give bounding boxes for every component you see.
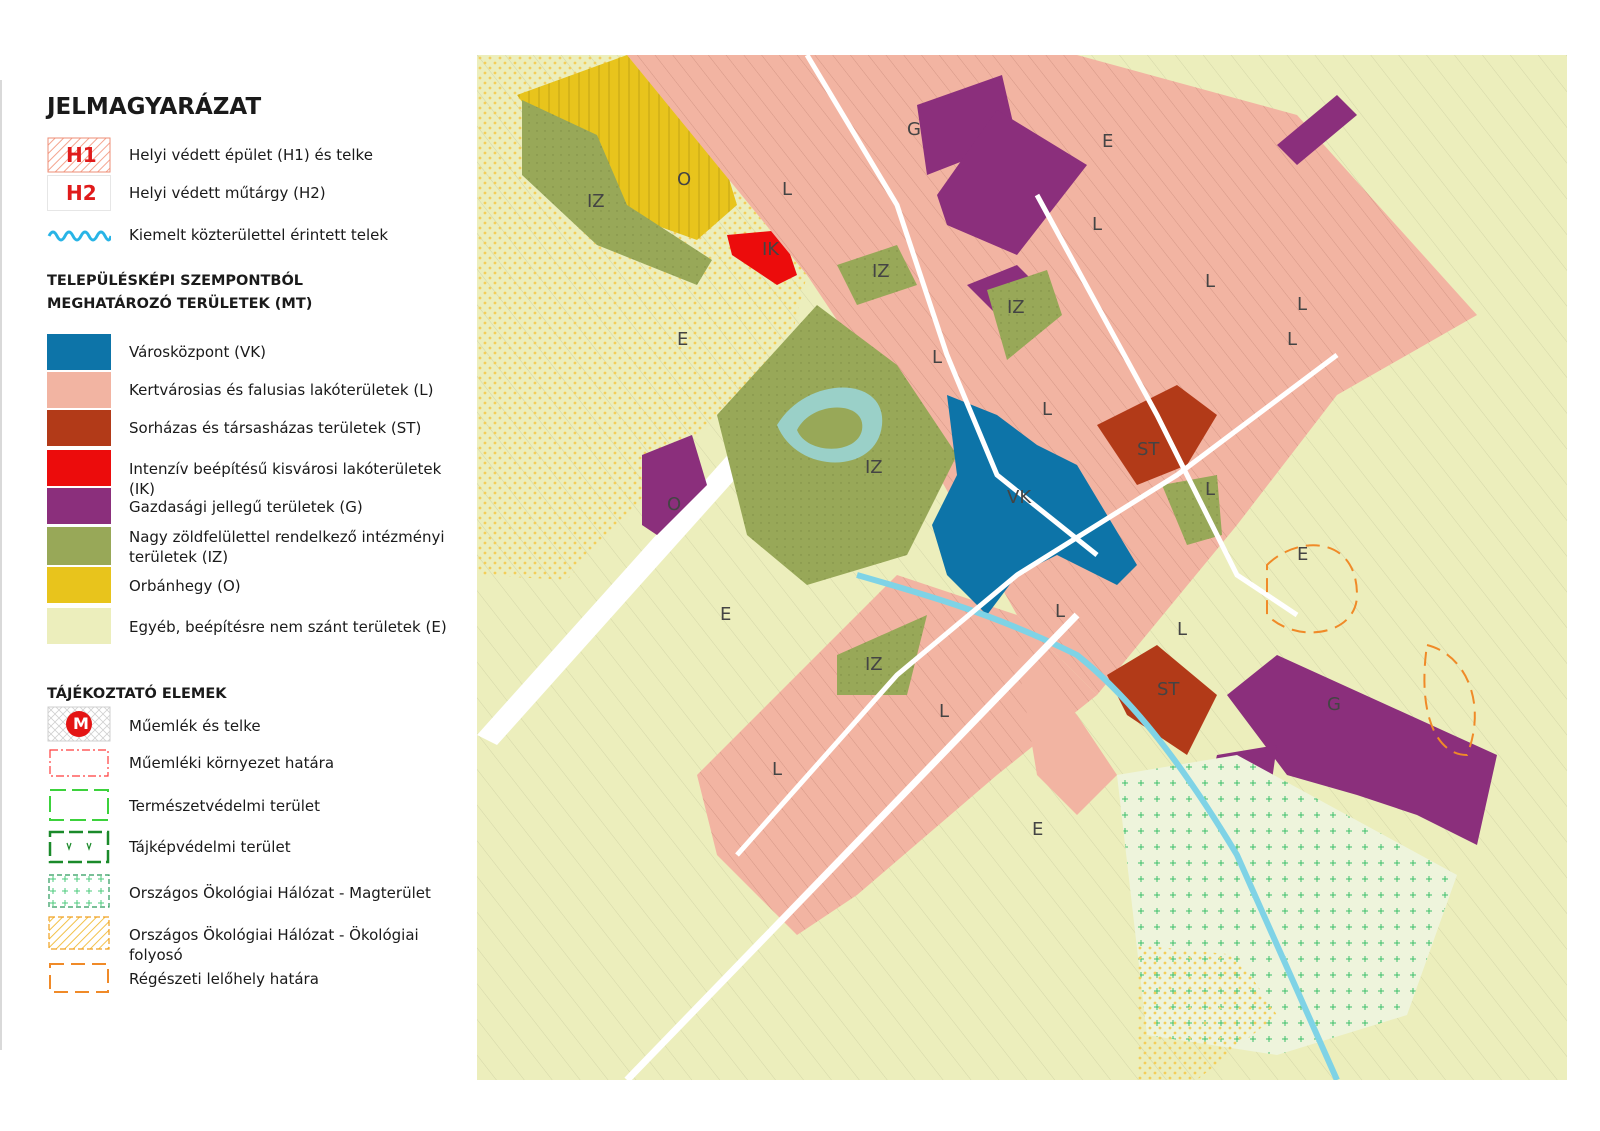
legend-border bbox=[0, 80, 2, 1050]
legend-item-l bbox=[47, 372, 467, 412]
legend-item-h2 bbox=[47, 175, 467, 215]
legend-item-muemleki-kornyezet bbox=[47, 745, 467, 785]
zone-label: VK bbox=[1007, 487, 1032, 508]
l-swatch bbox=[47, 372, 111, 408]
legend-item-h1 bbox=[47, 137, 467, 177]
zone-label: ST bbox=[1157, 679, 1180, 700]
vk-swatch bbox=[47, 334, 111, 370]
o-swatch bbox=[47, 567, 111, 603]
regeszeti-swatch bbox=[47, 960, 111, 996]
legend-label: Nagy zöldfelülettel rendelkező intézményi területek (IZ) bbox=[129, 528, 445, 566]
legend-label: Helyi védett épület (H1) és telke bbox=[129, 146, 373, 164]
muemleki-kornyezet-swatch bbox=[47, 745, 111, 781]
legend-label: Tájképvédelmi terület bbox=[129, 838, 291, 856]
legend-item-kiemelt bbox=[47, 216, 467, 256]
zone-label: L bbox=[1177, 619, 1188, 640]
zone-label: E bbox=[1102, 131, 1114, 152]
oh-magterulet-swatch bbox=[47, 873, 111, 909]
legend-panel bbox=[0, 0, 470, 1131]
ik-swatch bbox=[47, 450, 111, 486]
legend-item-oh-folyoso bbox=[47, 915, 467, 964]
legend-item-e bbox=[47, 608, 467, 648]
legend-item-muemlek bbox=[47, 706, 467, 746]
legend-label: Régészeti lelőhely határa bbox=[129, 970, 319, 988]
legend-label: Műemléki környezet határa bbox=[129, 754, 335, 772]
legend-label: Egyéb, beépítésre nem szánt területek (E) bbox=[129, 618, 447, 636]
zone-label: L bbox=[772, 759, 783, 780]
zone-label: G bbox=[1327, 694, 1341, 715]
zone-label: L bbox=[1205, 479, 1216, 500]
legend-label: Gazdasági jellegű területek (G) bbox=[129, 498, 363, 516]
section-info-title: TÁJÉKOZTATÓ ELEMEK bbox=[47, 686, 227, 702]
zone-label: IZ bbox=[865, 457, 883, 478]
tajkepvedelmi-swatch bbox=[47, 829, 111, 865]
iz-swatch bbox=[47, 527, 111, 565]
legend-item-termeszetvedelmi bbox=[47, 787, 467, 827]
zone-label: IZ bbox=[872, 261, 890, 282]
legend-item-o bbox=[47, 567, 467, 607]
legend-item-g bbox=[47, 488, 467, 528]
legend-label: Sorházas és társasházas területek (ST) bbox=[129, 419, 422, 437]
zoning-map[interactable] bbox=[477, 55, 1567, 1080]
g-swatch bbox=[47, 488, 111, 524]
legend-item-ik bbox=[47, 450, 467, 498]
zone-label: L bbox=[1297, 294, 1308, 315]
legend-label: Természetvédelmi terület bbox=[129, 797, 321, 815]
zone-label: L bbox=[1092, 214, 1103, 235]
zone-label: E bbox=[677, 329, 689, 350]
wave-swatch bbox=[47, 216, 111, 252]
legend-item-oh-mag bbox=[47, 873, 467, 913]
zone-label: L bbox=[932, 347, 943, 368]
oh-folyoso-swatch bbox=[47, 915, 111, 951]
legend-label: Városközpont (VK) bbox=[129, 343, 266, 361]
st-swatch bbox=[47, 410, 111, 446]
zone-label: L bbox=[1042, 399, 1053, 420]
legend-item-regeszeti bbox=[47, 960, 467, 1000]
legend-item-vk bbox=[47, 334, 467, 374]
legend-label: Helyi védett műtárgy (H2) bbox=[129, 184, 326, 202]
section-mt-title: TELEPÜLÉSKÉPI SZEMPONTBÓL MEGHATÁROZÓ TERÜLETEK (MT) bbox=[47, 273, 313, 312]
zone-label: L bbox=[782, 179, 793, 200]
termeszetvedelmi-swatch bbox=[47, 787, 111, 823]
h1-code: H1 bbox=[66, 143, 97, 167]
map-canvas bbox=[477, 55, 1567, 1080]
legend-title: JELMAGYARÁZAT bbox=[47, 94, 262, 120]
h2-code: H2 bbox=[66, 181, 97, 205]
zone-label: ST bbox=[1137, 439, 1160, 460]
zone-label: E bbox=[1297, 544, 1309, 565]
legend-label: Intenzív beépítésű kisvárosi lakóterületek (IK) bbox=[129, 460, 442, 498]
zone-label: IK bbox=[762, 239, 780, 260]
zone-label: L bbox=[1055, 601, 1066, 622]
zone-label: L bbox=[1287, 329, 1298, 350]
zone-label: IZ bbox=[1007, 297, 1025, 318]
legend-item-tajkepvedelmi bbox=[47, 829, 467, 869]
zone-label: IZ bbox=[587, 191, 605, 212]
zone-label: IZ bbox=[865, 654, 883, 675]
zone-label: G bbox=[907, 119, 921, 140]
muemlek-code: M bbox=[73, 714, 89, 733]
legend-label: Kertvárosias és falusias lakóterületek (L) bbox=[129, 381, 434, 399]
zone-label: O bbox=[677, 169, 692, 190]
legend-label: Kiemelt közterülettel érintett telek bbox=[129, 226, 389, 244]
zone-label: O bbox=[667, 494, 682, 515]
zone-label: E bbox=[1032, 819, 1044, 840]
zone-label: L bbox=[1205, 271, 1216, 292]
zone-label: E bbox=[720, 604, 732, 625]
legend-label: Műemlék és telke bbox=[129, 717, 261, 735]
e-swatch bbox=[47, 608, 111, 644]
legend-label: Országos Ökológiai Hálózat - Ökológiai folyosó bbox=[129, 926, 419, 964]
legend-label: Orbánhegy (O) bbox=[129, 577, 241, 595]
legend-label: Országos Ökológiai Hálózat - Magterület bbox=[129, 884, 431, 902]
zone-label: L bbox=[939, 701, 950, 722]
legend-item-st bbox=[47, 410, 467, 450]
